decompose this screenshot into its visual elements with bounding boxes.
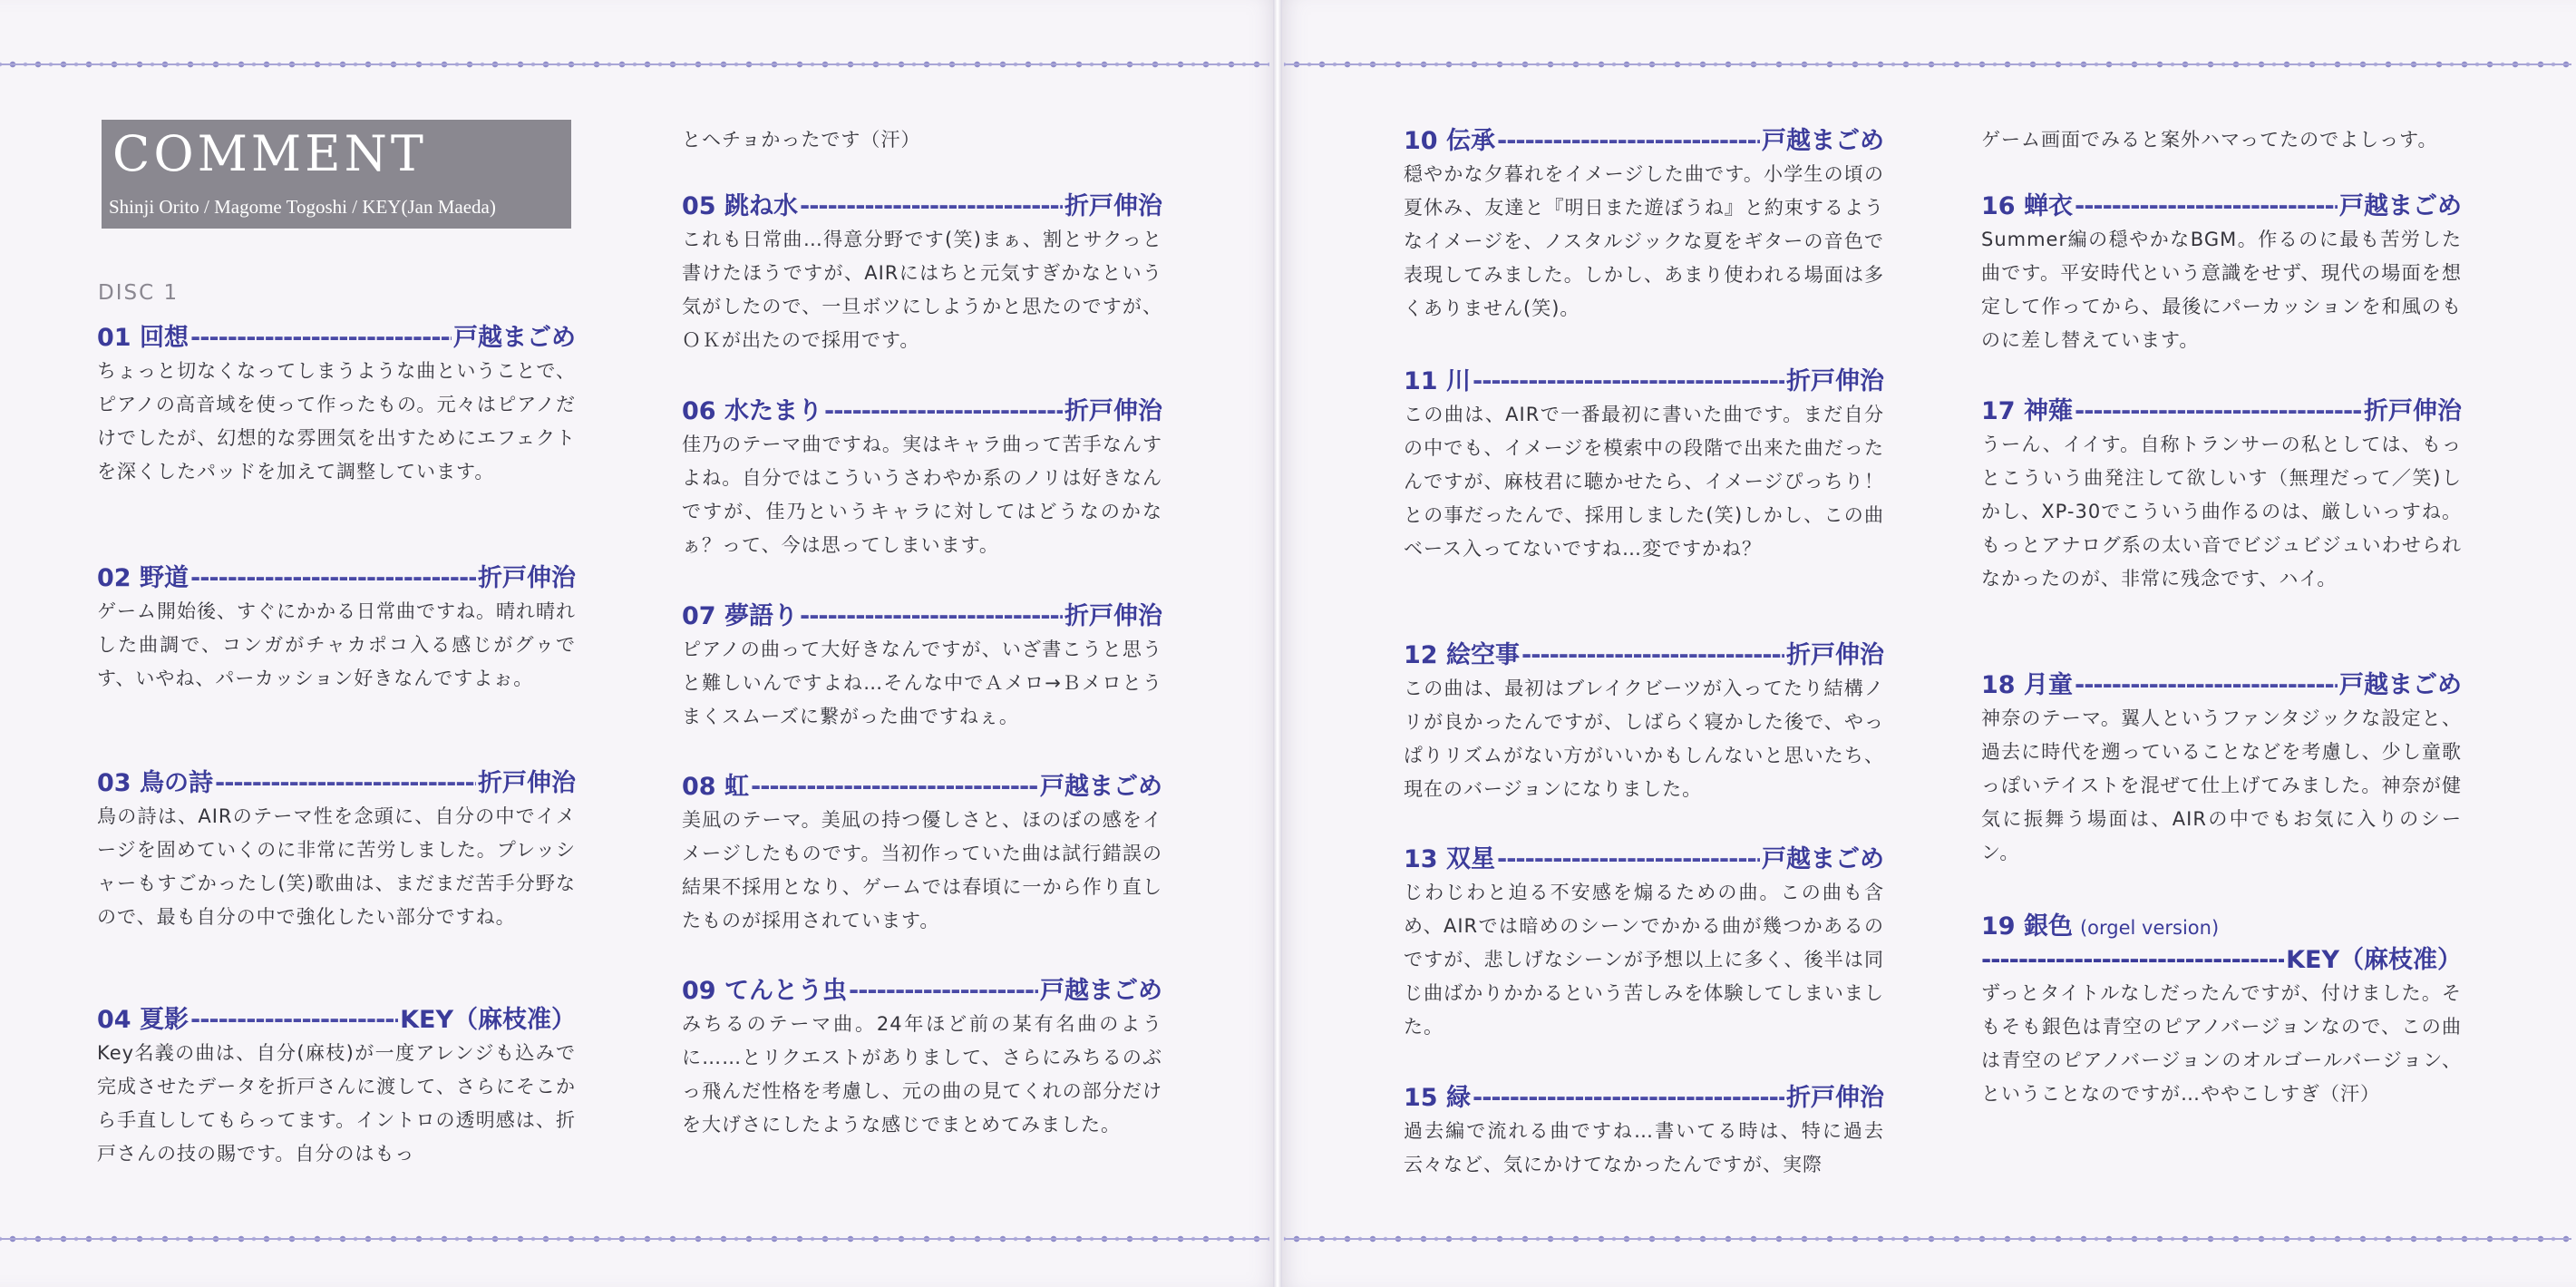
track-entry-13 (1404, 843, 1884, 1044)
track-composer: 折戸伸治 (1786, 1084, 1884, 1112)
track-title: 虹 (724, 773, 749, 801)
continued-text: ゲーム画面でみると案外ハマってたのでよしっす。 (1981, 129, 2438, 151)
track-number: 08 (682, 773, 716, 801)
comment-header-box (102, 120, 571, 229)
track-composer: 折戸伸治 (1786, 641, 1884, 669)
track-comment: 神奈のテーマ。翼人というファンタジックな設定と、過去に時代を遡っていることなどを考慮し、少し童歌っぽいテイストを混ぜて仕上げてみました。神奈が健気に振舞う場面は、AIRの中でもお気に入りのシーン。 (1981, 707, 2462, 863)
track-title: 夢語り (724, 602, 798, 630)
track-composer: 折戸伸治 (2364, 397, 2462, 425)
track-number: 19 (1981, 912, 2016, 941)
track-number: 02 (97, 564, 131, 592)
track-comment: 鳥の詩は、AIRのテーマ性を念頭に、自分の中でイメージを固めていくのに非常に苦労しました。プレッシャーもすごかったし(笑)歌曲は、まだまだ苦手分野なので、最も自分の中で強化したい部分ですね。 (97, 805, 576, 928)
track-composer: 戸越まごめ (1040, 773, 1162, 801)
track-comment: 過去編で流れる曲ですね…書いてる時は、特に過去云々など、気にかけてなかったんですが、実際 (1404, 1120, 1884, 1175)
track-comment: これも日常曲…得意分野です(笑)まぁ、割とサクっと書けたほうですが、AIRにはちと元気すぎかなという気がしたので、一旦ボツにしようかと思たのですが、ＯＫが出たので採用です。 (682, 229, 1162, 351)
track-comment: ゲーム開始後、すぐにかかる日常曲ですね。晴れ晴れした曲調で、コンガがチャカポコ入る感じがグゥです、いやね、パーカッション好きなんですよぉ。 (97, 600, 576, 689)
track-entry-16 (1981, 190, 2462, 357)
track-entry-08 (682, 771, 1162, 938)
track-number: 07 (682, 602, 716, 630)
track-entry-03 (97, 767, 576, 934)
track-entry-17 (1981, 395, 2462, 596)
track-entry-11 (1404, 366, 1884, 566)
track-title: 水たまり (724, 397, 822, 425)
track-entry-04 (97, 1004, 576, 1171)
track-number: 04 (97, 1006, 131, 1034)
track-comment: ちょっと切なくなってしまうような曲ということで、ピアノの高音域を使って作ったもの。元々はピアノだけでしたが、幻想的な雰囲気を出すためにエフェクトを深くしたパッドを加えて調整しています。 (97, 360, 576, 483)
track-composer: 戸越まごめ (453, 324, 576, 352)
track-number: 09 (682, 977, 716, 1005)
track-composer: 戸越まごめ (1762, 845, 1884, 873)
track-title: 蝉衣 (2023, 192, 2073, 220)
track-number: 15 (1404, 1084, 1438, 1112)
track-comment: うーん、イイす。自称トランサーの私としては、もっとこういう曲発注して欲しいす（無理だって／笑)しかし、XP-30でこういう曲作るのは、厳しいっすね。もっとアナログ系の太い音でビジュビジュいわせられなかったのが、非常に残念です、ハイ。 (1981, 434, 2462, 590)
track-title: 跳ね水 (724, 192, 798, 220)
track-composer: 戸越まごめ (2339, 192, 2462, 220)
track-entry-01 (97, 322, 576, 489)
track-title: 野道 (139, 564, 189, 592)
track-title: 鳥の詩 (139, 769, 213, 797)
comment-credits: Shinji Orito / Magome Togoshi / KEY(Jan Maeda) (109, 196, 496, 218)
track-comment: 穏やかな夕暮れをイメージした曲です。小学生の頃の夏休み、友達と『明日また遊ぼうね』と約束するようなイメージを、ノスタルジックな夏をギターの音色で表現してみました。しかし、あまり使われる場面は多くありません(笑)。 (1404, 163, 1884, 319)
booklet-spine (1273, 0, 1282, 1287)
track-composer: 折戸伸治 (1064, 602, 1162, 630)
track-composer: 折戸伸治 (1786, 367, 1884, 395)
track-comment: この曲は、最初はブレイクビーツが入ってたり結構ノリが良かったんですが、しばらく寝かした後で、やっぱりリズムがない方がいいかもしんないと思いたち、現在のバージョンになりました。 (1404, 678, 1884, 800)
track-entry-09 (682, 975, 1162, 1142)
track-title: 伝承 (1445, 127, 1495, 155)
track-title: 夏影 (139, 1006, 189, 1034)
track-comment: この曲は、AIRで一番最初に書いた曲です。まだ自分の中でも、イメージを模索中の段階で出来た曲だったんですが、麻枝君に聴かせたら、イメージぴっちり！との事だったんで、採用しました(笑)しかし、この曲ベース入ってないですね…変ですかね？ (1404, 404, 1884, 560)
track-comment: ピアノの曲って大好きなんですが、いざ書こうと思うと難しいんですよね…そんな中でＡメロ→Ｂメロとうまくスムーズに繋がった曲ですねぇ。 (682, 639, 1162, 727)
ornament-border-top-right (1284, 54, 2571, 74)
track-entry-10 (1404, 125, 1884, 326)
continued-text: とヘチョかったです（汗） (682, 129, 921, 151)
track-number: 12 (1404, 641, 1438, 669)
track-title: てんとう虫 (724, 977, 847, 1005)
ornament-border-top-left (0, 54, 1269, 74)
ornament-border-bottom-right (1284, 1229, 2571, 1249)
track-entry-02 (97, 562, 576, 696)
ornament-border-bottom-left (0, 1229, 1269, 1249)
track-number: 10 (1404, 127, 1438, 155)
track-composer: 戸越まごめ (1040, 977, 1162, 1005)
track-composer: 折戸伸治 (478, 564, 576, 592)
track-number: 13 (1404, 845, 1438, 873)
track-comment: 美凪のテーマ。美凪の持つ優しさと、ほのぼの感をイメージしたものです。当初作っていた曲は試行錯誤の結果不採用となり、ゲームでは春頃に一から作り直したものが採用されています。 (682, 809, 1162, 931)
track-number: 18 (1981, 671, 2016, 699)
track-comment: みちるのテーマ曲。24年ほど前の某有名曲のように……とリクエストがありまして、さらにみちるのぶっ飛んだ性格を考慮し、元の曲の見てくれの部分だけを大げさにしたような感じでまとめてみました。 (682, 1013, 1162, 1136)
track-title: 絵空事 (1445, 641, 1520, 669)
track-title: 緑 (1445, 1084, 1471, 1112)
track-entry-05 (682, 190, 1162, 357)
track-composer: 折戸伸治 (1064, 397, 1162, 425)
track-title: 回想 (139, 324, 189, 352)
track-comment: じわじわと迫る不安感を煽るための曲。この曲も含め、AIRでは暗めのシーンでかかる曲が幾つかあるのですが、悲しげなシーンが予想以上に多く、後半は同じ曲ばかりかかるという苦しみを体験してしまいました。 (1404, 882, 1884, 1038)
track-composer: 戸越まごめ (1762, 127, 1884, 155)
track-comment: Summer編の穏やかなBGM。作るのに最も苦労した曲です。平安時代という意識をせず、現代の場面を想定して作ってから、最後にパーカッションを和風のものに差し替えています。 (1981, 229, 2462, 351)
track-number: 16 (1981, 192, 2016, 220)
comment-title: COMMENT (112, 125, 427, 182)
track-title: 双星 (1445, 845, 1495, 873)
track-comment: ずっとタイトルなしだったんですが、付けました。そもそも銀色は青空のピアノバージョンなので、この曲は青空のピアノバージョンのオルゴールバージョン、ということなのですが…ややこしすぎ（汗） (1981, 982, 2462, 1105)
track-title: 川 (1445, 367, 1471, 395)
track-number: 11 (1404, 367, 1438, 395)
track-number: 05 (682, 192, 716, 220)
track-composer: 折戸伸治 (478, 769, 576, 797)
track-title: 月童 (2023, 671, 2073, 699)
track-entry-06 (682, 395, 1162, 562)
track-subtitle: (orgel version) (2079, 917, 2220, 939)
track-comment: Key名義の曲は、自分(麻枝)が一度アレンジも込みで完成させたデータを折戸さんに渡して、さらにそこから手直ししてもらってます。イントロの透明感は、折戸さんの技の賜です。自分のはもっ (97, 1042, 576, 1165)
track-number: 01 (97, 324, 131, 352)
track-entry-18 (1981, 669, 2462, 870)
track-composer: 戸越まごめ (2339, 671, 2462, 699)
track-composer: 折戸伸治 (1064, 192, 1162, 220)
track-composer: KEY（麻枝准） (2286, 946, 2462, 974)
track-title: 神薙 (2023, 397, 2073, 425)
track-number: 03 (97, 769, 131, 797)
track-entry-19 (1981, 911, 2462, 1111)
disc-label: DISC 1 (98, 281, 180, 305)
track-composer: KEY（麻枝准） (400, 1006, 576, 1034)
track-entry-12 (1404, 639, 1884, 806)
track-comment: 佳乃のテーマ曲ですね。実はキャラ曲って苦手なんすよね。自分ではこういうさわやか系のノリは好きなんですが、佳乃というキャラに対してはどうなのかなぁ？って、今は思ってしまいます。 (682, 434, 1162, 556)
track-number: 17 (1981, 397, 2016, 425)
track-number: 06 (682, 397, 716, 425)
track-entry-07 (682, 600, 1162, 734)
track-title: 銀色 (2023, 912, 2073, 941)
track-entry-15 (1404, 1082, 1884, 1182)
